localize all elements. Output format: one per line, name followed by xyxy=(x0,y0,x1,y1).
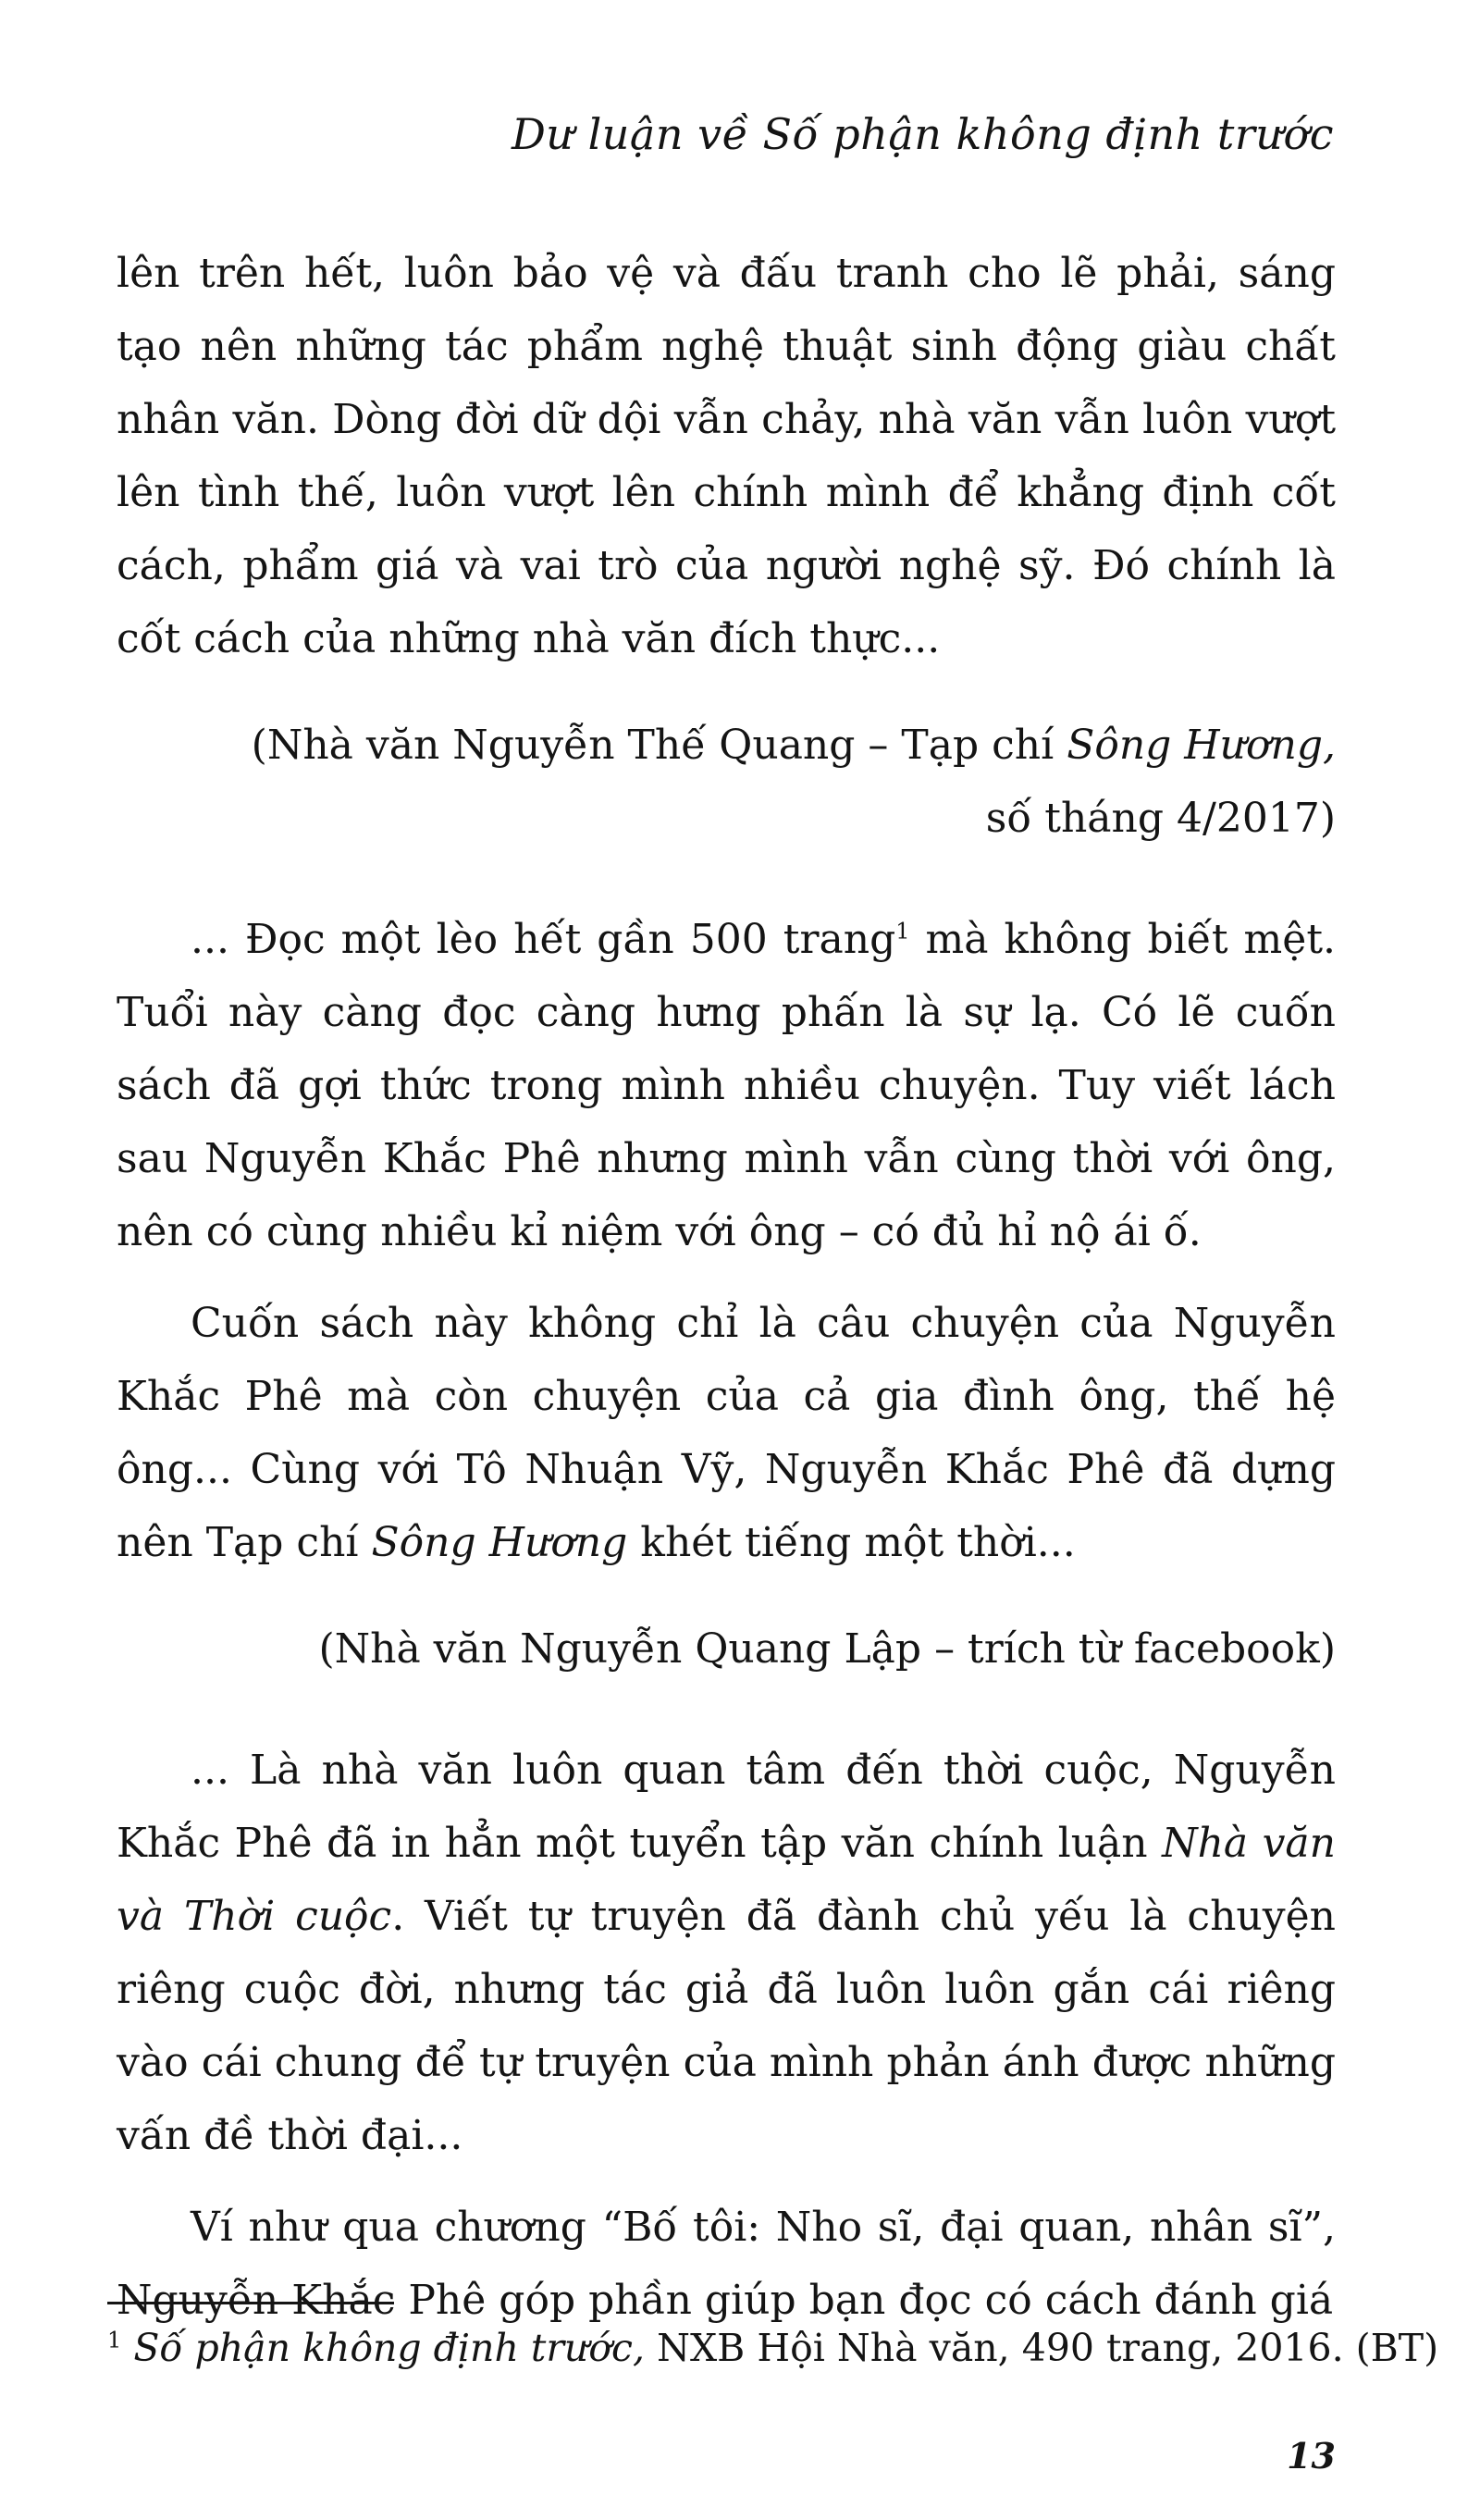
footnote-divider xyxy=(107,2302,394,2304)
paragraph-3-journal: Sông Hương xyxy=(371,1519,628,1566)
paragraph-4-rest: . Viết tự truyện đã đành chủ yếu là chuyện riêng cuộc đời, nhưng tác giả đã luôn luôn gắn cái riêng vào cái chung để tự truyện của mình phản ánh được những vấn đề thời đại... xyxy=(117,1893,1336,2159)
citation-2: (Nhà văn Nguyễn Quang Lập – trích từ facebook) xyxy=(318,1625,1336,1673)
paragraph-1: lên trên hết, luôn bảo vệ và đấu tranh cho lẽ phải, sáng tạo nên những tác phẩm nghệ thuật sinh động giàu chất nhân văn. Dòng đời dữ dội vẫn chảy, nhà văn vẫn luôn vượt lên tình thế, luôn vượt lên chính mình để khẳng định cốt cách, phẩm giá và vai trò của người nghệ sỹ. Đó chính là cốt cách của những nhà văn đích thực... xyxy=(117,250,1336,662)
footnote-reference: 1 xyxy=(895,918,910,945)
paragraph-2-start: ... Đọc một lèo hết gần 500 trang xyxy=(191,916,896,963)
citation-1-date: số tháng 4/2017) xyxy=(985,795,1336,842)
paragraph-3-start: Cuốn sách này không chỉ là câu chuyện của Nguyễn Khắc Phê mà còn chuyện của cả gia đình ông, thế hệ ông... Cùng với Tô Nhuận Vỹ, Nguyễn Khắc Phê đã dựng nên Tạp chí xyxy=(117,1300,1336,1566)
paragraph-3 xyxy=(117,1287,1336,1579)
paragraph-2-rest: mà không biết mệt. Tuổi này càng đọc càng hưng phấn là sự lạ. Có lẽ cuốn sách đã gợi thức trong mình nhiều chuyện. Tuy viết lách sau Nguyễn Khắc Phê nhưng mình vẫn cùng thời với ông, nên có cùng nhiều kỉ niệm với ông – có đủ hỉ nộ ái ố. xyxy=(117,916,1336,1255)
footnote-book-title: Số phận không định trước, xyxy=(133,2326,646,2370)
citation-1-author: (Nhà văn Nguyễn Thế Quang – Tạp chí xyxy=(251,722,1067,769)
paragraph-4 xyxy=(117,1734,1336,2172)
footnote-details: NXB Hội Nhà văn, 490 trang, 2016. (BT) xyxy=(645,2326,1439,2370)
footnote-marker: 1 xyxy=(107,2327,122,2353)
footnote xyxy=(107,2320,1439,2376)
paragraph-4-start: ... Là nhà văn luôn quan tâm đến thời cuộc, Nguyễn Khắc Phê đã in hẳn một tuyển tập văn chính luận xyxy=(117,1747,1336,1867)
page-number: 13 xyxy=(1287,2435,1336,2477)
body-text xyxy=(117,237,1336,2337)
paragraph-4-book-title: Nhà văn và Thời cuộc xyxy=(117,1820,1337,1940)
citation-1 xyxy=(117,709,1336,855)
paragraph-3-rest: khét tiếng một thời... xyxy=(627,1519,1076,1566)
paragraph-5: Ví như qua chương “Bố tôi: Nho sĩ, đại quan, nhân sĩ”, Nguyễn Khắc Phê góp phần giúp bạn đọc có cách đánh giá xyxy=(117,2204,1336,2324)
paragraph-2 xyxy=(117,903,1336,1268)
citation-1-journal: Sông Hương, xyxy=(1067,722,1336,769)
running-header: Dư luận về Số phận không định trước xyxy=(511,109,1334,159)
